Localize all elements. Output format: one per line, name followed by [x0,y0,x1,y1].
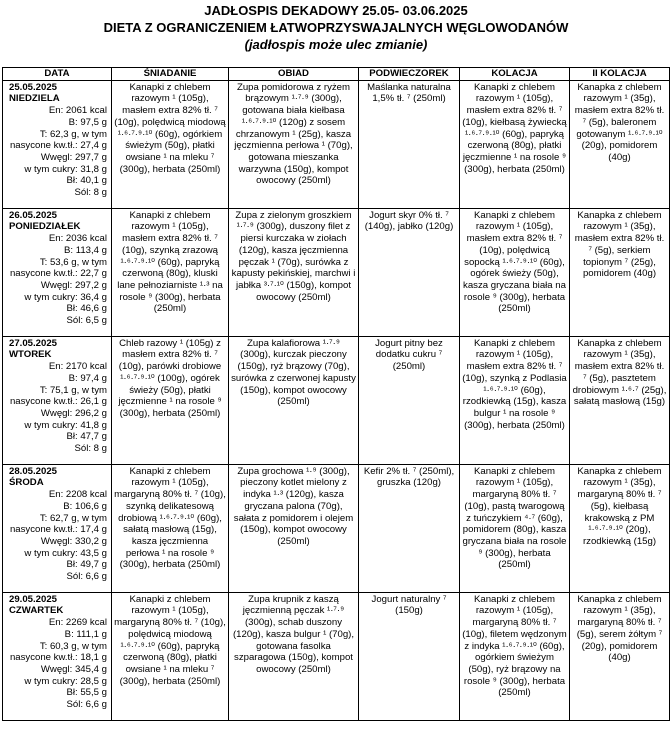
day-name: ŚRODA [9,477,44,489]
nutrition-value: Wwęgl: 296,2 g [40,407,107,419]
menu-table [2,67,670,721]
header-row [3,68,670,81]
day-name: NIEDZIELA [9,93,60,105]
nutrition-value: Sól: 6,6 g [66,571,107,583]
day-name: PONIEDZIAŁEK [9,221,81,233]
snack-cell: Jogurt pitny bez dodatku cukru ⁷ (250ml) [359,336,460,464]
day-date: 27.05.2025 [9,337,58,349]
dinner-cell: Kanapki z chlebem razowym ¹ (105g), masłem extra 82% tł. ⁷ (10g), szynką z Podlasia ¹·⁶·⁷·⁹·¹⁰ (60g), rzodkiewką (15g), kasza bulgur ¹ na rosole ⁹ (300g), herbata (250ml) [460,336,570,464]
col-header-breakfast: ŚNIADANIE [112,68,229,81]
nutrition-value: Bł: 47,7 g [66,431,107,443]
second-dinner-cell: Kanapka z chlebem razowym ¹ (35g), masłem extra 82% tł. ⁷ (5g), pasztetem drobiowym ¹·⁶·⁷ (25g), sałatą masłową (15g) [570,336,670,464]
nutrition-value: T: 53,6 g, w tym [39,256,107,268]
col-header-lunch: OBIAD [229,68,359,81]
nutrition-value: Wwęgl: 330,2 g [40,535,107,547]
dinner-cell: Kanapki z chlebem razowym ¹ (105g), masłem extra 82% tł. ⁷ (10g), kiełbasą żywiecką ¹·⁶·⁷·⁹·¹⁰ (60g), papryką czerwoną (80g), płatki jęczmienne ¹ na rosole ⁹ (300g), herbata (250ml) [460,80,570,208]
dinner-cell: Kanapki z chlebem razowym ¹ (105g), margaryną 80% tł. ⁷ (10g), pastą twarogową z tuńczykiem ⁴·⁷ (60g), pomidorem (80g), kasza gryczana biała na rosole ⁹ (300g), herbata (250ml) [460,464,570,592]
breakfast-cell: Kanapki z chlebem razowym ¹ (105g), masłem extra 82% tł. ⁷ (10g), szynką zrazową ¹·⁶·⁷·⁹·¹⁰ (60g), papryką czerwoną (80g), kluski lane pełnoziarniste ¹·³ na rosole ⁹ (300g), herbata (250ml) [112,208,229,336]
col-header-snack: PODWIECZOREK [359,68,460,81]
snack-cell: Jogurt naturalny ⁷ (150g) [359,592,460,720]
nutrition-value: Sól: 8 g [74,187,107,199]
nutrition-value: w tym cukry: 41,8 g [24,419,107,431]
diet-name: DIETA Z OGRANICZENIEM ŁATWOPRZYSWAJALNYCH WĘGLOWODANÓW [103,20,569,35]
lunch-cell: Zupa z zielonym groszkiem ¹·⁷·⁹ (300g), duszony filet z piersi kurczaka w ziołach (120g), kasza jęczmienna pęczak ¹ (70g), surówka z kapusty pekińskiej, marchwi i jabłka ³·⁷·¹⁰ (150g), kompot owocowy (250ml) [229,208,359,336]
breakfast-cell: Kanapki z chlebem razowym ¹ (105g), masłem extra 82% tł. ⁷ (10g), polędwicą miodową ¹·⁶·⁷·⁹·¹⁰ (60g), ogórkiem świeżym (50g), płatki owsiane ¹ na mleku ⁷ (300g), herbata (250ml) [112,80,229,208]
table-row [3,80,670,208]
breakfast-cell: Kanapki z chlebem razowym ¹ (105g), margaryną 80% tł. ⁷ (10g), polędwicą miodową ¹·⁶·⁷·⁹·¹⁰ (60g), papryką czerwoną (80g), płatki owsiane ¹ na mleku ⁷ (300g), herbata (250ml) [112,592,229,720]
table-row [3,592,670,720]
date-cell [3,464,112,592]
nutrition-value: Sól: 8 g [74,443,107,455]
second-dinner-cell: Kanapka z chlebem razowym ¹ (35g), margaryną 80% tł. ⁷ (5g), kiełbasą krakowską z PM ¹·⁶·⁷·⁹·¹⁰ (20g), rzodkiewką (15g) [570,464,670,592]
date-cell [3,336,112,464]
snack-cell: Jogurt skyr 0% tł. ⁷ (140g), jabłko (120g) [359,208,460,336]
col-header-dinner: KOLACJA [460,68,570,81]
nutrition-value: T: 62,7 g, w tym [39,512,107,524]
table-row [3,208,670,336]
nutrition-value: w tym cukry: 31,8 g [24,163,107,175]
day-name: CZWARTEK [9,605,64,617]
nutrition-value: nasycone kw.tł.: 17,4 g [9,524,107,536]
nutrition-value: B: 97,4 g [68,372,107,384]
date-cell [3,80,112,208]
nutrition-value: Wwęgl: 297,2 g [40,279,107,291]
date-cell [3,208,112,336]
lunch-cell: Zupa krupnik z kaszą jęczmienną pęczak ¹·⁷·⁹ (300g), schab duszony (120g), kasza bulgur ¹ (70g), gotowana fasolka szparagowa (150g), kompot owocowy (250ml) [229,592,359,720]
nutrition-value: T: 60,3 g, w tym [39,640,107,652]
nutrition-value: nasycone kw.tł.: 18,1 g [9,652,107,664]
nutrition-value: w tym cukry: 36,4 g [24,291,107,303]
nutrition-value: En: 2170 kcal [48,361,107,373]
nutrition-value: Bł: 49,7 g [66,559,107,571]
day-date: 26.05.2025 [9,209,58,221]
snack-cell: Maślanka naturalna 1,5% tł. ⁷ (250ml) [359,80,460,208]
second-dinner-cell: Kanapka z chlebem razowym ¹ (35g), masłem extra 82% tł. ⁷ (5g), baleronem gotowanym ¹·⁶·⁷·⁹·¹⁰ (20g), pomidorem (40g) [570,80,670,208]
nutrition-value: Bł: 40,1 g [66,175,107,187]
table-row [3,464,670,592]
lunch-cell: Zupa kalafiorowa ¹·⁷·⁹ (300g), kurczak pieczony (150g), ryż brązowy (70g), surówka z czerwonej kapusty (150g), kompot owocowy (250ml) [229,336,359,464]
nutrition-value: Sól: 6,5 g [66,315,107,327]
lunch-cell: Zupa pomidorowa z ryżem brązowym ¹·⁷·⁹ (300g), gotowana biała kiełbasa ¹·⁶·⁷·⁹·¹⁰ (120g) z sosem chrzanowym ¹ (25g), kasza jęczmienna perłowa ¹ (70g), gotowana mieszanka warzywna (150g), kompot owocowy (250ml) [229,80,359,208]
date-cell [3,592,112,720]
snack-cell: Kefir 2% tł. ⁷ (250ml), gruszka (120g) [359,464,460,592]
day-date: 29.05.2025 [9,593,58,605]
dinner-cell: Kanapki z chlebem razowym ¹ (105g), masłem extra 82% tł. ⁷ (10g), polędwicą sopocką ¹·⁶·⁷·⁹·¹⁰ (60g), ogórek świeży (50g), kasza gryczana biała na rosole ⁹ (300g), herbata (250ml) [460,208,570,336]
nutrition-value: En: 2208 kcal [48,489,107,501]
nutrition-value: En: 2269 kcal [48,617,107,629]
nutrition-value: Wwęgl: 297,7 g [40,151,107,163]
day-date: 25.05.2025 [9,81,58,93]
nutrition-value: En: 2061 kcal [48,105,107,117]
breakfast-cell: Chleb razowy ¹ (105g) z masłem extra 82% tł. ⁷ (10g), parówki drobiowe ¹·⁶·⁷·⁹·¹⁰ (100g), ogórek świeży (50g), płatki jęczmienne ¹ na rosole ⁹ (300g), herbata (250ml) [112,336,229,464]
nutrition-value: w tym cukry: 43,5 g [24,547,107,559]
nutrition-value: B: 106,6 g [63,500,107,512]
nutrition-value: Sól: 6,6 g [66,699,107,711]
nutrition-value: T: 75,1 g, w tym [39,384,107,396]
change-note: (jadłospis może ulec zmianie) [244,37,428,52]
table-row [3,336,670,464]
col-header-second-dinner: II KOLACJA [570,68,670,81]
day-date: 28.05.2025 [9,465,58,477]
nutrition-value: w tym cukry: 28,5 g [24,675,107,687]
document-title: JADŁOSPIS DEKADOWY 25.05- 03.06.2025 [204,3,468,18]
nutrition-value: En: 2036 kcal [48,233,107,245]
dinner-cell: Kanapki z chlebem razowym ¹ (105g), margaryną 80% tł. ⁷ (10g), filetem wędzonym z indyka ¹·⁶·⁷·⁹·¹⁰ (60g), ogórkiem świeżym (50g), ryż brązowy na rosole ⁹ (300g), herbata (250ml) [460,592,570,720]
nutrition-value: B: 111,1 g [64,628,107,640]
nutrition-value: Wwęgl: 345,4 g [40,663,107,675]
nutrition-value: T: 62,3 g, w tym [39,128,107,140]
day-name: WTOREK [9,349,52,361]
nutrition-value: Bł: 55,5 g [66,687,107,699]
second-dinner-cell: Kanapka z chlebem razowym ¹ (35g), masłem extra 82% tł. ⁷ (5g), serkiem topionym ⁷ (25g), pomidorem (40g) [570,208,670,336]
col-header-date: DATA [3,68,112,81]
nutrition-value: B: 113,4 g [63,244,107,256]
nutrition-value: B: 97,5 g [68,116,107,128]
nutrition-value: nasycone kw.tł.: 26,1 g [9,396,107,408]
nutrition-value: nasycone kw.tł.: 22,7 g [9,268,107,280]
document-header [0,0,672,62]
nutrition-value: Bł: 46,6 g [66,303,107,315]
lunch-cell: Zupa grochowa ¹·⁹ (300g), pieczony kotlet mielony z indyka ¹·³ (120g), kasza gryczana palona (70g), sałata z pomidorem i olejem (150g), kompot owocowy (250ml) [229,464,359,592]
second-dinner-cell: Kanapka z chlebem razowym ¹ (35g), margaryną 80% tł. ⁷ (5g), serem żółtym ⁷ (20g), pomidorem (40g) [570,592,670,720]
nutrition-value: nasycone kw.tł.: 27,4 g [9,140,107,152]
breakfast-cell: Kanapki z chlebem razowym ¹ (105g), margaryną 80% tł. ⁷ (10g), szynką delikatesową drobiową ¹·⁶·⁷·⁹·¹⁰ (60g), sałatą masłową (15g), kasza jęczmienna perłowa ¹ na rosole ⁹ (300g), herbata (250ml) [112,464,229,592]
